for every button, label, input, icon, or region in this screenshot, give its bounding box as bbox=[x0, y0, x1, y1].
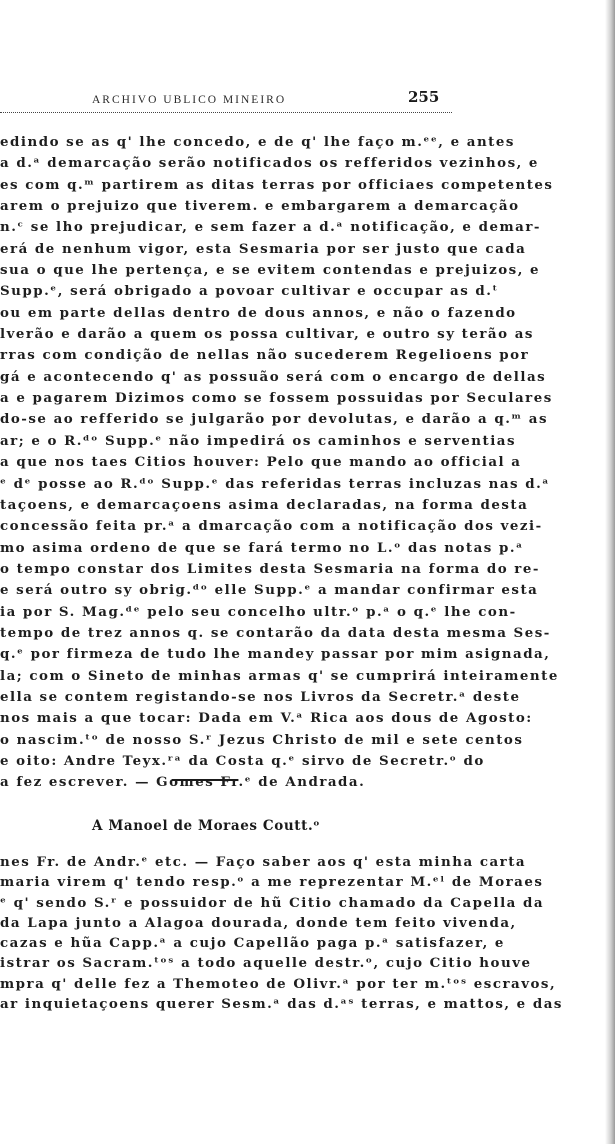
text-line: da Lapa junto a Alagoa dourada, donde tem feito vivenda, bbox=[0, 914, 517, 931]
text-line: maria virem q' tendo resp.ᵒ a me reprezentar M.ᵉˡ de Moraes bbox=[0, 874, 544, 891]
text-line: a d.ᵃ demarcação serão notificados os refferidos vezinhos, e bbox=[0, 155, 539, 172]
text-line: a que nos taes Citios houver: Pelo que mando ao official a bbox=[0, 454, 522, 471]
text-line: ou em parte dellas dentro de dous annos, e não o fazendo bbox=[0, 304, 517, 321]
text-line: sua o que lhe pertença, e se evitem contendas e prejuizos, e bbox=[0, 262, 541, 279]
running-title: ARCHIVO UBLICO MINEIRO bbox=[92, 94, 287, 106]
text-line: erá de nenhum vigor, esta Sesmaria por ser justo que cada bbox=[0, 240, 527, 257]
text-line: e oito: Andre Teyx.ʳᵃ da Costa q.ᵉ sirvo de Secretr.ᵒ do bbox=[0, 752, 485, 769]
text-line: ᵉ q' sendo S.ʳ e possuidor de hũ Citio chamado da Capella da bbox=[0, 894, 545, 911]
page-edge-shadow bbox=[605, 0, 615, 1144]
text-line: mo asima ordeno de que se fará termo no L.ᵒ das notas p.ᵃ bbox=[0, 539, 524, 556]
text-line: mpra q' delle fez a Themoteo de Olivr.ᵃ por ter m.ᵗᵒˢ escravos, bbox=[0, 975, 557, 992]
text-line: tempo de trez annos q. se contarão da data desta mesma Ses- bbox=[0, 624, 551, 641]
text-line: lverão e darão a quem os possa cultivar, e outro sy terão as bbox=[0, 326, 534, 343]
text-line: a e pagarem Dizimos como se fossem possuidas por Seculares bbox=[0, 390, 553, 407]
header-divider bbox=[0, 112, 452, 113]
text-line: istrar os Sacram.ᵗᵒˢ a todo aquelle destr.ᵒ, cujo Citio houve bbox=[0, 955, 532, 972]
section-separator bbox=[172, 779, 238, 781]
text-line: n.ᶜ se lho prejudicar, e sem fazer a d.ᵃ notificação, e demar- bbox=[0, 219, 541, 236]
text-line: Supp.ᵉ, será obrigado a povoar cultivar e occupar as d.ᵗ bbox=[0, 283, 499, 300]
text-line: gá e acontecendo q' as possuão será com o encargo de dellas bbox=[0, 368, 547, 385]
text-line: ar; e o R.ᵈᵒ Supp.ᵉ não impedirá os caminhos e serventias bbox=[0, 432, 517, 449]
page-number: 255 bbox=[408, 88, 440, 106]
text-line: ᵉ dᵉ posse ao R.ᵈᵒ Supp.ᵉ das referidas terras incluzas nas d.ᵃ bbox=[0, 475, 551, 492]
text-line: arem o prejuizo que tiverem. e embargarem a demarcação bbox=[0, 198, 520, 215]
text-line: a fez escrever. — Gomes Fr.ᵉ de Andrada. bbox=[0, 774, 366, 791]
text-line: concessão feita pr.ᵃ a dmarcação com a notificação dos vezi- bbox=[0, 518, 543, 535]
text-line: ella se contem registando-se nos Livros da Secretr.ᵃ deste bbox=[0, 688, 521, 705]
text-line: o tempo constar dos Limites desta Sesmaria na forma do re- bbox=[0, 560, 540, 577]
text-line: nes Fr. de Andr.ᵉ etc. — Faço saber aos q' esta minha carta bbox=[0, 854, 527, 870]
text-line: do-se ao refferido se julgarão por devolutas, e darão a q.ᵐ as bbox=[0, 411, 549, 428]
text-line: ar inquietaçoens querer Sesm.ᵃ das d.ᵃˢ terras, e mattos, e das bbox=[0, 996, 563, 1013]
text-line: la; com o Sineto de minhas armas q' se cumprirá inteiramente bbox=[0, 667, 559, 684]
text-line: nos mais a que tocar: Dada em V.ᵃ Rica aos dous de Agosto: bbox=[0, 710, 533, 727]
text-line: es com q.ᵐ partirem as ditas terras por officiaes competentes bbox=[0, 176, 554, 193]
text-line: cazas e hũa Capp.ᵃ a cujo Capellão paga p.ᵃ satisfazer, e bbox=[0, 935, 505, 952]
text-line: ia por S. Mag.ᵈᵉ pelo seu concelho ultr.ᵒ p.ᵃ o q.ᵉ lhe con- bbox=[0, 603, 517, 620]
section-title: A Manoel de Moraes Coutt.ᵒ bbox=[92, 818, 321, 834]
text-line: edindo se as q' lhe concedo, e de q' lhe faço m.ᵉᵉ, e antes bbox=[0, 134, 515, 150]
text-line: q.ᵉ por firmeza de tudo lhe mandey passar por mim asignada, bbox=[0, 646, 551, 663]
sesmaria-text-continued bbox=[0, 132, 600, 794]
sesmaria-text-new-grant bbox=[0, 852, 600, 1014]
text-line: rras com condição de nellas não sucederem Regelioens por bbox=[0, 347, 530, 364]
text-line: taçoens, e demarcaçoens asima declaradas, na forma desta bbox=[0, 496, 529, 513]
text-line: o nascim.ᵗᵒ de nosso S.ʳ Jezus Christo de mil e sete centos bbox=[0, 731, 524, 748]
text-line: e será outro sy obrig.ᵈᵒ elle Supp.ᵉ a mandar confirmar esta bbox=[0, 582, 539, 599]
